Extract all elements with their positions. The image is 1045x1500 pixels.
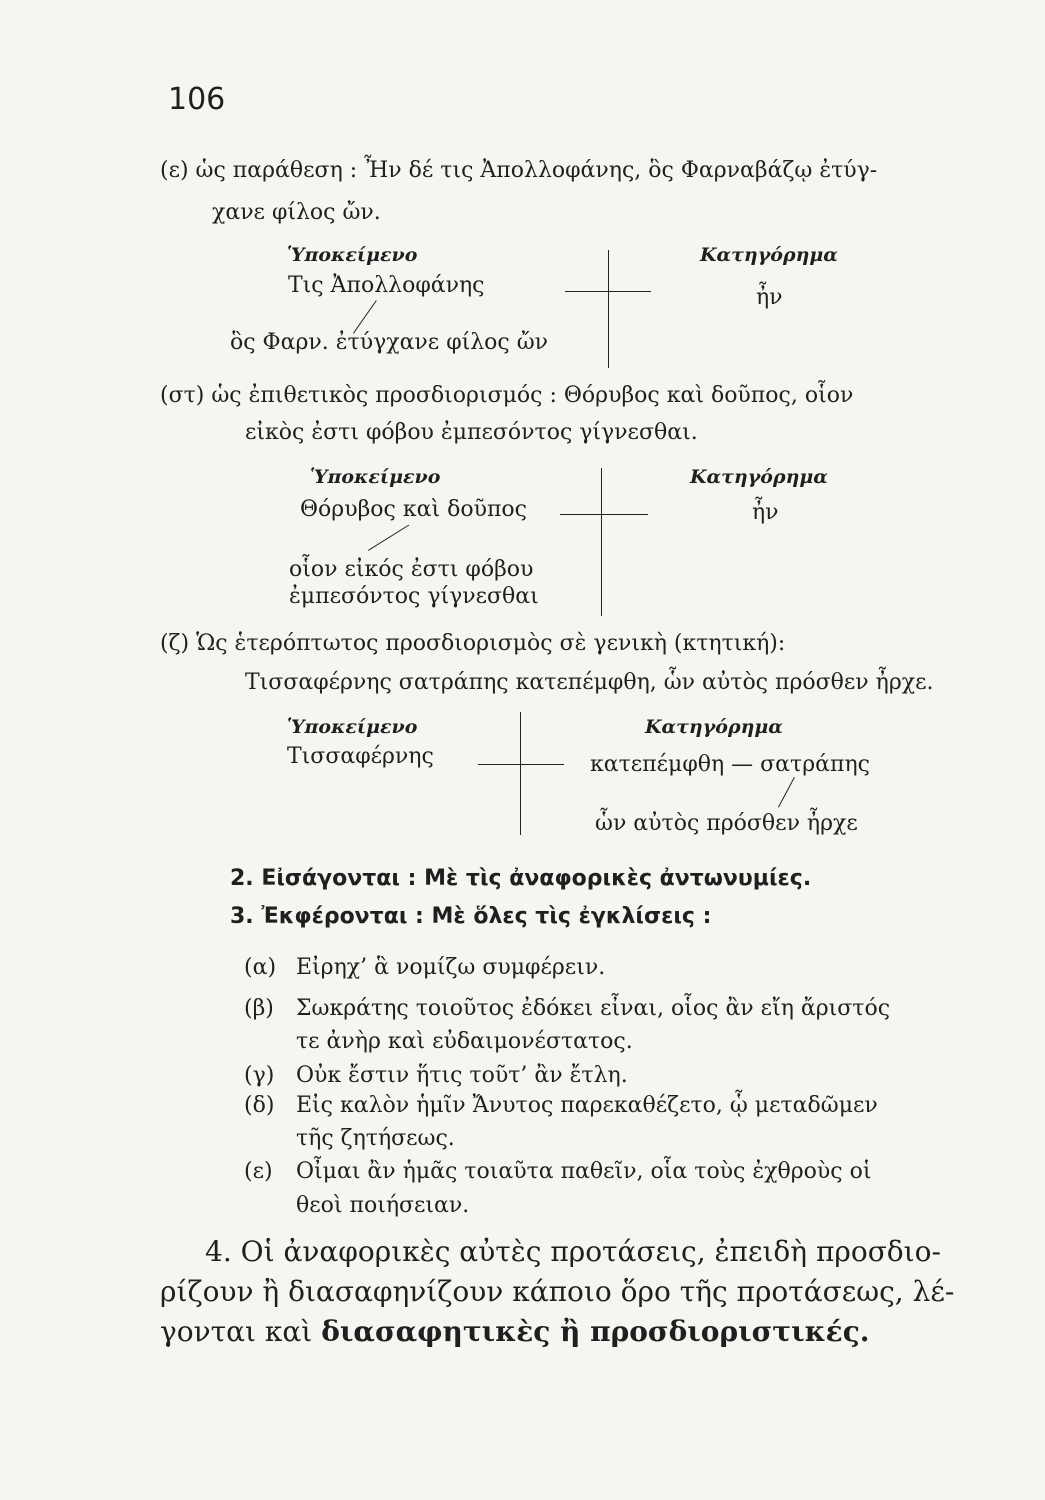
section-e-line2: χανε φίλος ὤν. xyxy=(212,200,381,225)
point4-line2: ρίζουν ἢ διασαφηνίζουν κάποιο ὅρο τῆς προτάσεως, λέ- xyxy=(160,1275,955,1308)
section-z-subject: Τισσαφέρνης xyxy=(287,744,434,769)
example-c-line1: Οὐκ ἔστιν ἥτις τοῦτ’ ἂν ἔτλη. xyxy=(296,1063,628,1088)
section-e-predicate: ἦν xyxy=(756,285,783,310)
section-st-predicate-header: Κατηγόρημα xyxy=(690,466,828,488)
section-e-subject-header: Ὑποκείμενο xyxy=(287,244,418,266)
section-e-subject: Τις Ἀπολλοφάνης xyxy=(288,273,485,298)
section-st-divider xyxy=(601,468,602,616)
section-e-predicate-header: Κατηγόρημα xyxy=(700,244,838,266)
example-d-line1: Εἰς καλὸν ἡμῖν Ἄνυτος παρεκαθέζετο, ᾧ μεταδῶμεν xyxy=(296,1093,878,1118)
section-z-connector xyxy=(478,764,564,765)
example-e-mark: (ε) xyxy=(244,1159,273,1184)
section-st-predicate: ἦν xyxy=(752,500,779,525)
section-z-subject-header: Ὑποκείμενο xyxy=(287,716,418,738)
point4-line3 xyxy=(160,1315,869,1348)
point2 xyxy=(230,866,811,891)
point3 xyxy=(230,904,711,929)
example-d-line2: τῆς ζητήσεως. xyxy=(296,1126,455,1151)
section-st-relative-line2: ἐμπεσόντος γίγνεσθαι xyxy=(289,584,539,609)
example-d-mark: (δ) xyxy=(244,1093,275,1118)
section-e-relative: ὃς Φαρν. ἐτύγχανε φίλος ὤν xyxy=(230,330,549,355)
section-st-subject-header: Ὑποκείμενο xyxy=(310,466,441,488)
example-b-line1: Σωκράτης τοιοῦτος ἐδόκει εἶναι, οἷος ἂν εἴη ἄριστός xyxy=(296,996,891,1021)
section-e-connector xyxy=(565,291,651,292)
point4-line1: 4. Οἱ ἀναφορικὲς αὐτὲς προτάσεις, ἐπειδὴ προσδιο- xyxy=(205,1235,941,1268)
example-a-line1: Εἰρηχ’ ἃ νομίζω συμφέρειν. xyxy=(296,955,606,980)
example-e-line2: θεοὶ ποιήσειαν. xyxy=(296,1193,470,1218)
point4-line3-prefix: γονται καὶ xyxy=(160,1315,313,1348)
section-z-divider xyxy=(520,712,521,835)
section-z-line2: Τισσαφέρνης σατράπης κατεπέμφθη, ὧν αὐτὸς πρόσθεν ἦρχε. xyxy=(245,670,934,695)
section-z-predicate: κατεπέμφθη — σατράπης xyxy=(590,752,870,777)
section-z-predicate-header: Κατηγόρημα xyxy=(645,716,783,738)
example-b-mark: (β) xyxy=(244,996,274,1021)
section-st-line1: (στ) ὡς ἐπιθετικὸς προσδιορισμός : Θόρυβος καὶ δοῦπος, οἷον xyxy=(160,383,854,408)
example-b-line2: τε ἀνὴρ καὶ εὐδαιμονέστατος. xyxy=(296,1029,633,1054)
section-e-line1: (ε) ὡς παράθεση : Ἦν δέ τις Ἀπολλοφάνης, ὃς Φαρναβάζῳ ἐτύγ- xyxy=(160,158,878,183)
point4-line3-bold: διασαφητικὲς ἢ προσδιοριστικές. xyxy=(321,1315,870,1348)
section-z-relative: ὧν αὐτὸς πρόσθεν ἦρχε xyxy=(595,811,858,836)
section-z-line1: (ζ) Ὡς ἑτερόπτωτος προσδιορισμὸς σὲ γενικὴ (κτητική): xyxy=(160,631,786,656)
point2-label: 2. Εἰσάγονται : xyxy=(230,866,417,891)
section-st-line2: εἰκὸς ἐστι φόβου ἐμπεσόντος γίγνεσθαι. xyxy=(245,420,698,445)
example-a-mark: (α) xyxy=(244,955,277,980)
section-e-divider xyxy=(608,250,609,368)
section-st-relative-line1: οἷον εἰκός ἐστι φόβου xyxy=(289,557,534,582)
section-st-connector xyxy=(560,514,648,515)
point2-text: Μὲ τὶς ἀναφορικὲς ἀντωνυμίες. xyxy=(424,866,812,891)
section-z-slash xyxy=(778,777,795,807)
example-c-mark: (γ) xyxy=(244,1063,275,1088)
section-e-slash xyxy=(353,300,377,333)
section-st-slash xyxy=(368,525,409,551)
point3-label: 3. Ἐκφέρονται : xyxy=(230,904,424,929)
example-e-line1: Οἶμαι ἂν ἡμᾶς τοιαῦτα παθεῖν, οἷα τοὺς ἐχθροὺς οἱ xyxy=(296,1159,872,1184)
point3-text: Μὲ ὅλες τὶς ἐγκλίσεις : xyxy=(431,904,712,929)
page-number: 106 xyxy=(168,82,226,117)
section-st-subject: Θόρυβος καὶ δοῦπος xyxy=(300,497,527,522)
